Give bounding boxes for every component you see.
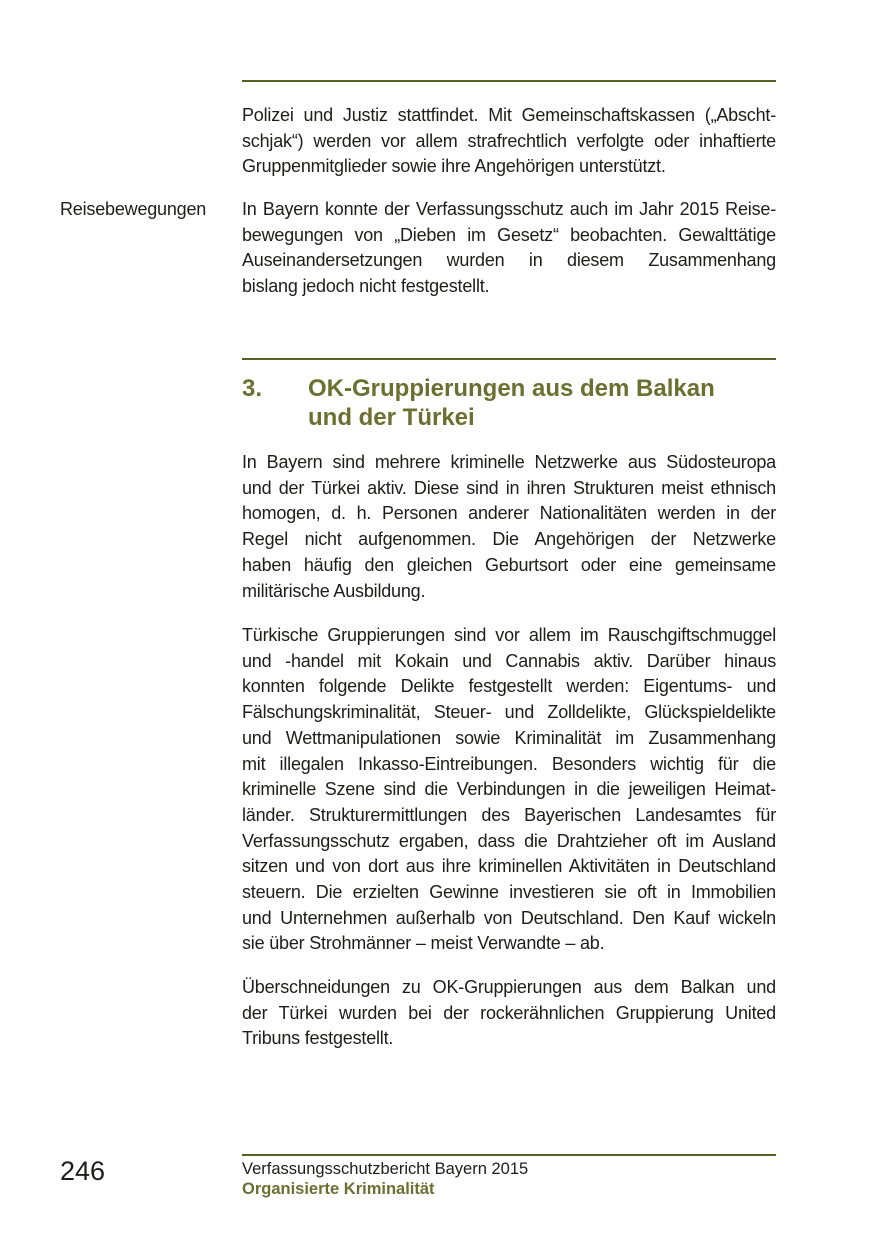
footer-divider	[242, 1154, 776, 1156]
text-line: schjak“) werden vor allem strafrechtlich verfolgte oder inhaftierte	[242, 130, 776, 151]
section-number: 3.	[242, 375, 263, 402]
text-line: OK-Gruppierungen aus dem Balkan	[308, 375, 715, 402]
text-line: Tribuns festgestellt.	[242, 1028, 394, 1049]
footer-chapter: Organisierte Kriminalität	[242, 1180, 435, 1198]
text-line: und Wettmanipulationen sowie Kriminalität im Zusammenhang	[242, 727, 776, 748]
top-divider	[242, 80, 776, 82]
text-line: Türkische Gruppierungen sind vor allem im Rauschgiftschmuggel	[242, 625, 776, 645]
text-line: konnten folgende Delikte festgestellt werden: Eigentums- und	[242, 676, 776, 697]
text-line: homogen, d. h. Personen anderer Nationalitäten werden in der	[242, 503, 776, 524]
text-line: mit illegalen Inkasso-Eintreibungen. Besonders wichtig für die	[242, 753, 776, 774]
text-line: steuern. Die erzielten Gewinne investieren sie oft in Immobilien	[242, 882, 776, 903]
text-line: der Türkei wurden bei der rockerähnlichen Gruppierung United	[242, 1002, 776, 1023]
text-line: länder. Strukturermittlungen des Bayerischen Landesamtes für	[242, 804, 776, 825]
text-line: Gruppenmitglieder sowie ihre Angehörigen unterstützt.	[242, 156, 666, 177]
text-line: bislang jedoch nicht festgestellt.	[242, 276, 490, 297]
text-line: In Bayern sind mehrere kriminelle Netzwerke aus Südosteuropa	[242, 452, 776, 472]
text-line: sitzen und von dort aus ihre kriminellen Aktivitäten in Deutschland	[242, 856, 776, 877]
text-line: bewegungen von „Dieben im Gesetz“ beobachten. Gewalttätige	[242, 224, 776, 245]
paragraph-gemeinschaftskassen	[242, 103, 776, 180]
text-line: Regel nicht aufgenommen. Die Angehörigen der Netzwerke	[242, 529, 776, 550]
text-line: haben häufig den gleichen Geburtsort oder eine gemeinsame	[242, 554, 776, 575]
text-line: In Bayern konnte der Verfassungsschutz auch im Jahr 2015 Reise-	[242, 199, 776, 219]
section-divider	[242, 358, 776, 360]
page-number: 246	[60, 1156, 106, 1186]
text-line: Fälschungskriminalität, Steuer- und Zolldelikte, Glückspieldelikte	[242, 702, 776, 723]
text-line: und Unternehmen außerhalb von Deutschland. Den Kauf wickeln	[242, 907, 776, 928]
text-line: und -handel mit Kokain und Cannabis aktiv. Darüber hinaus	[242, 650, 776, 671]
section-heading	[242, 375, 776, 432]
text-line: Verfassungsschutz ergaben, dass die Drahtzieher oft im Ausland	[242, 830, 776, 851]
text-line: sie über Strohmänner – meist Verwandte – ab.	[242, 933, 605, 954]
paragraph-ueberschneidungen	[242, 975, 776, 1052]
footer-report-title: Verfassungsschutzbericht Bayern 2015	[242, 1160, 529, 1178]
section-title	[308, 375, 715, 432]
footer	[242, 1159, 776, 1199]
text-line: militärische Ausbildung.	[242, 580, 426, 601]
paragraph-reisebewegungen	[242, 197, 776, 300]
paragraph-netzwerke	[242, 450, 776, 604]
text-line: kriminelle Szene sind die Verbindungen in die jeweiligen Heimat-	[242, 779, 776, 800]
paragraph-tuerkische-gruppierungen	[242, 623, 776, 957]
text-line: Auseinandersetzungen wurden in diesem Zusammenhang	[242, 250, 776, 271]
text-line: Polizei und Justiz stattfindet. Mit Gemeinschaftskassen („Abscht-	[242, 105, 776, 125]
text-line: und der Türkei	[308, 403, 475, 431]
margin-label-reisebewegungen: Reisebewegungen	[60, 199, 207, 219]
text-line: Überschneidungen zu OK-Gruppierungen aus dem Balkan und	[242, 977, 776, 997]
text-line: und der Türkei aktiv. Diese sind in ihren Strukturen meist ethnisch	[242, 477, 776, 498]
